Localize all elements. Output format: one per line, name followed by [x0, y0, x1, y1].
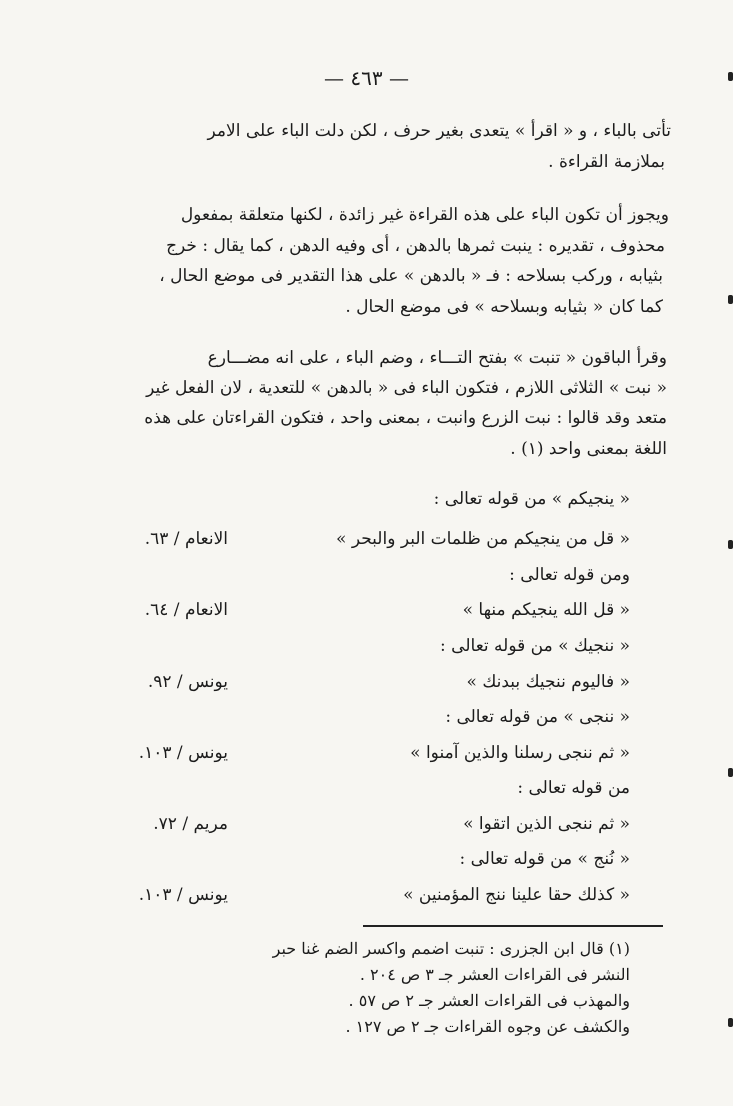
verse-line: « قل الله ينجيكم منها » [462, 600, 630, 620]
page-number: — ٤٦٣ — [324, 66, 409, 90]
paragraph-2-line-3: بثيابه ، وركب بسلاحه : فـ « بالدهن » على هذا التقدير فى موضع الحال ، [159, 266, 663, 286]
scan-speck [728, 540, 733, 549]
verse-reference: يونس / ٩٢. [147, 672, 228, 692]
entry-heading: « ننجيك » من قوله تعالى : [440, 636, 630, 656]
paragraph-2-line-1: ويجوز أن تكون الباء على هذه القراءة غير زائدة ، لكنها متعلقة بمفعول [180, 205, 669, 225]
verse-line: « ثم ننجى رسلنا والذين آمنوا » [410, 743, 630, 763]
verse-reference: الانعام / ٦٣. [144, 529, 228, 549]
paragraph-3-line-3: متعد وقد قالوا : نبت الزرع وانبت ، بمعنى واحد ، فتكون القراءتان على هذه [144, 408, 667, 428]
paragraph-3-line-4: اللغة بمعنى واحد (١) . [510, 439, 667, 459]
footnote-line-2: النشر فى القراءات العشر جـ ٣ ص ٢٠٤ . [359, 965, 630, 984]
entry-heading: من قوله تعالى : [517, 778, 630, 798]
footnote-line-4: والكشف عن وجوه القراءات جـ ٢ ص ١٢٧ . [345, 1017, 630, 1036]
verse-line: « فاليوم ننجيك ببدنك » [466, 672, 630, 692]
verse-reference: مريم / ٧٢. [153, 814, 228, 834]
paragraph-3-line-1: وقرأ الباقون « تنبت » بفتح التـــاء ، وضم الباء ، على انه مضـــارع [207, 348, 667, 368]
verse-line: « كذلك حقا علينا ننج المؤمنين » [403, 885, 630, 905]
verse-reference: الانعام / ٦٤. [144, 600, 228, 620]
entry-heading: « ننجى » من قوله تعالى : [445, 707, 630, 727]
scan-speck [728, 1018, 733, 1027]
scan-speck [728, 768, 733, 777]
entry-heading: « نُنج » من قوله تعالى : [459, 849, 630, 869]
verse-line: « ثم ننجى الذين اتقوا » [463, 814, 630, 834]
footnote-line-3: والمهذب فى القراءات العشر جـ ٢ ص ٥٧ . [348, 991, 630, 1010]
entry-heading: ومن قوله تعالى : [509, 565, 630, 585]
verse-reference: يونس / ١٠٣. [138, 885, 228, 905]
paragraph-1-line-2: بملازمة القراءة . [548, 152, 665, 172]
verse-line: « قل من ينجيكم من ظلمات البر والبحر » [336, 529, 630, 549]
paragraph-1-line-1: تأتى بالباء ، و « اقرأ » يتعدى بغير حرف ، لكن دلت الباء على الامر [207, 121, 671, 141]
paragraph-3-line-2: « نبت » الثلاثى اللازم ، فتكون الباء فى « بالدهن » للتعدية ، لان الفعل غير [146, 378, 667, 398]
paragraph-2-line-2: محذوف ، تقديره : ينبت ثمرها بالدهن ، أى وفيه الدهن ، كما يقال : خرج [166, 236, 665, 256]
verse-reference: يونس / ١٠٣. [138, 743, 228, 763]
footnote-line-1: (١) قال ابن الجزرى : تنبت اضمم واكسر الضم غنا حبر [272, 939, 630, 958]
scan-speck [728, 72, 733, 81]
entry-heading: « ينجيكم » من قوله تعالى : [433, 489, 630, 509]
footnote-rule [363, 925, 663, 927]
paragraph-2-line-4: كما كان « بثيابه وبسلاحه » فى موضع الحال . [345, 297, 663, 317]
scan-speck [728, 295, 733, 304]
